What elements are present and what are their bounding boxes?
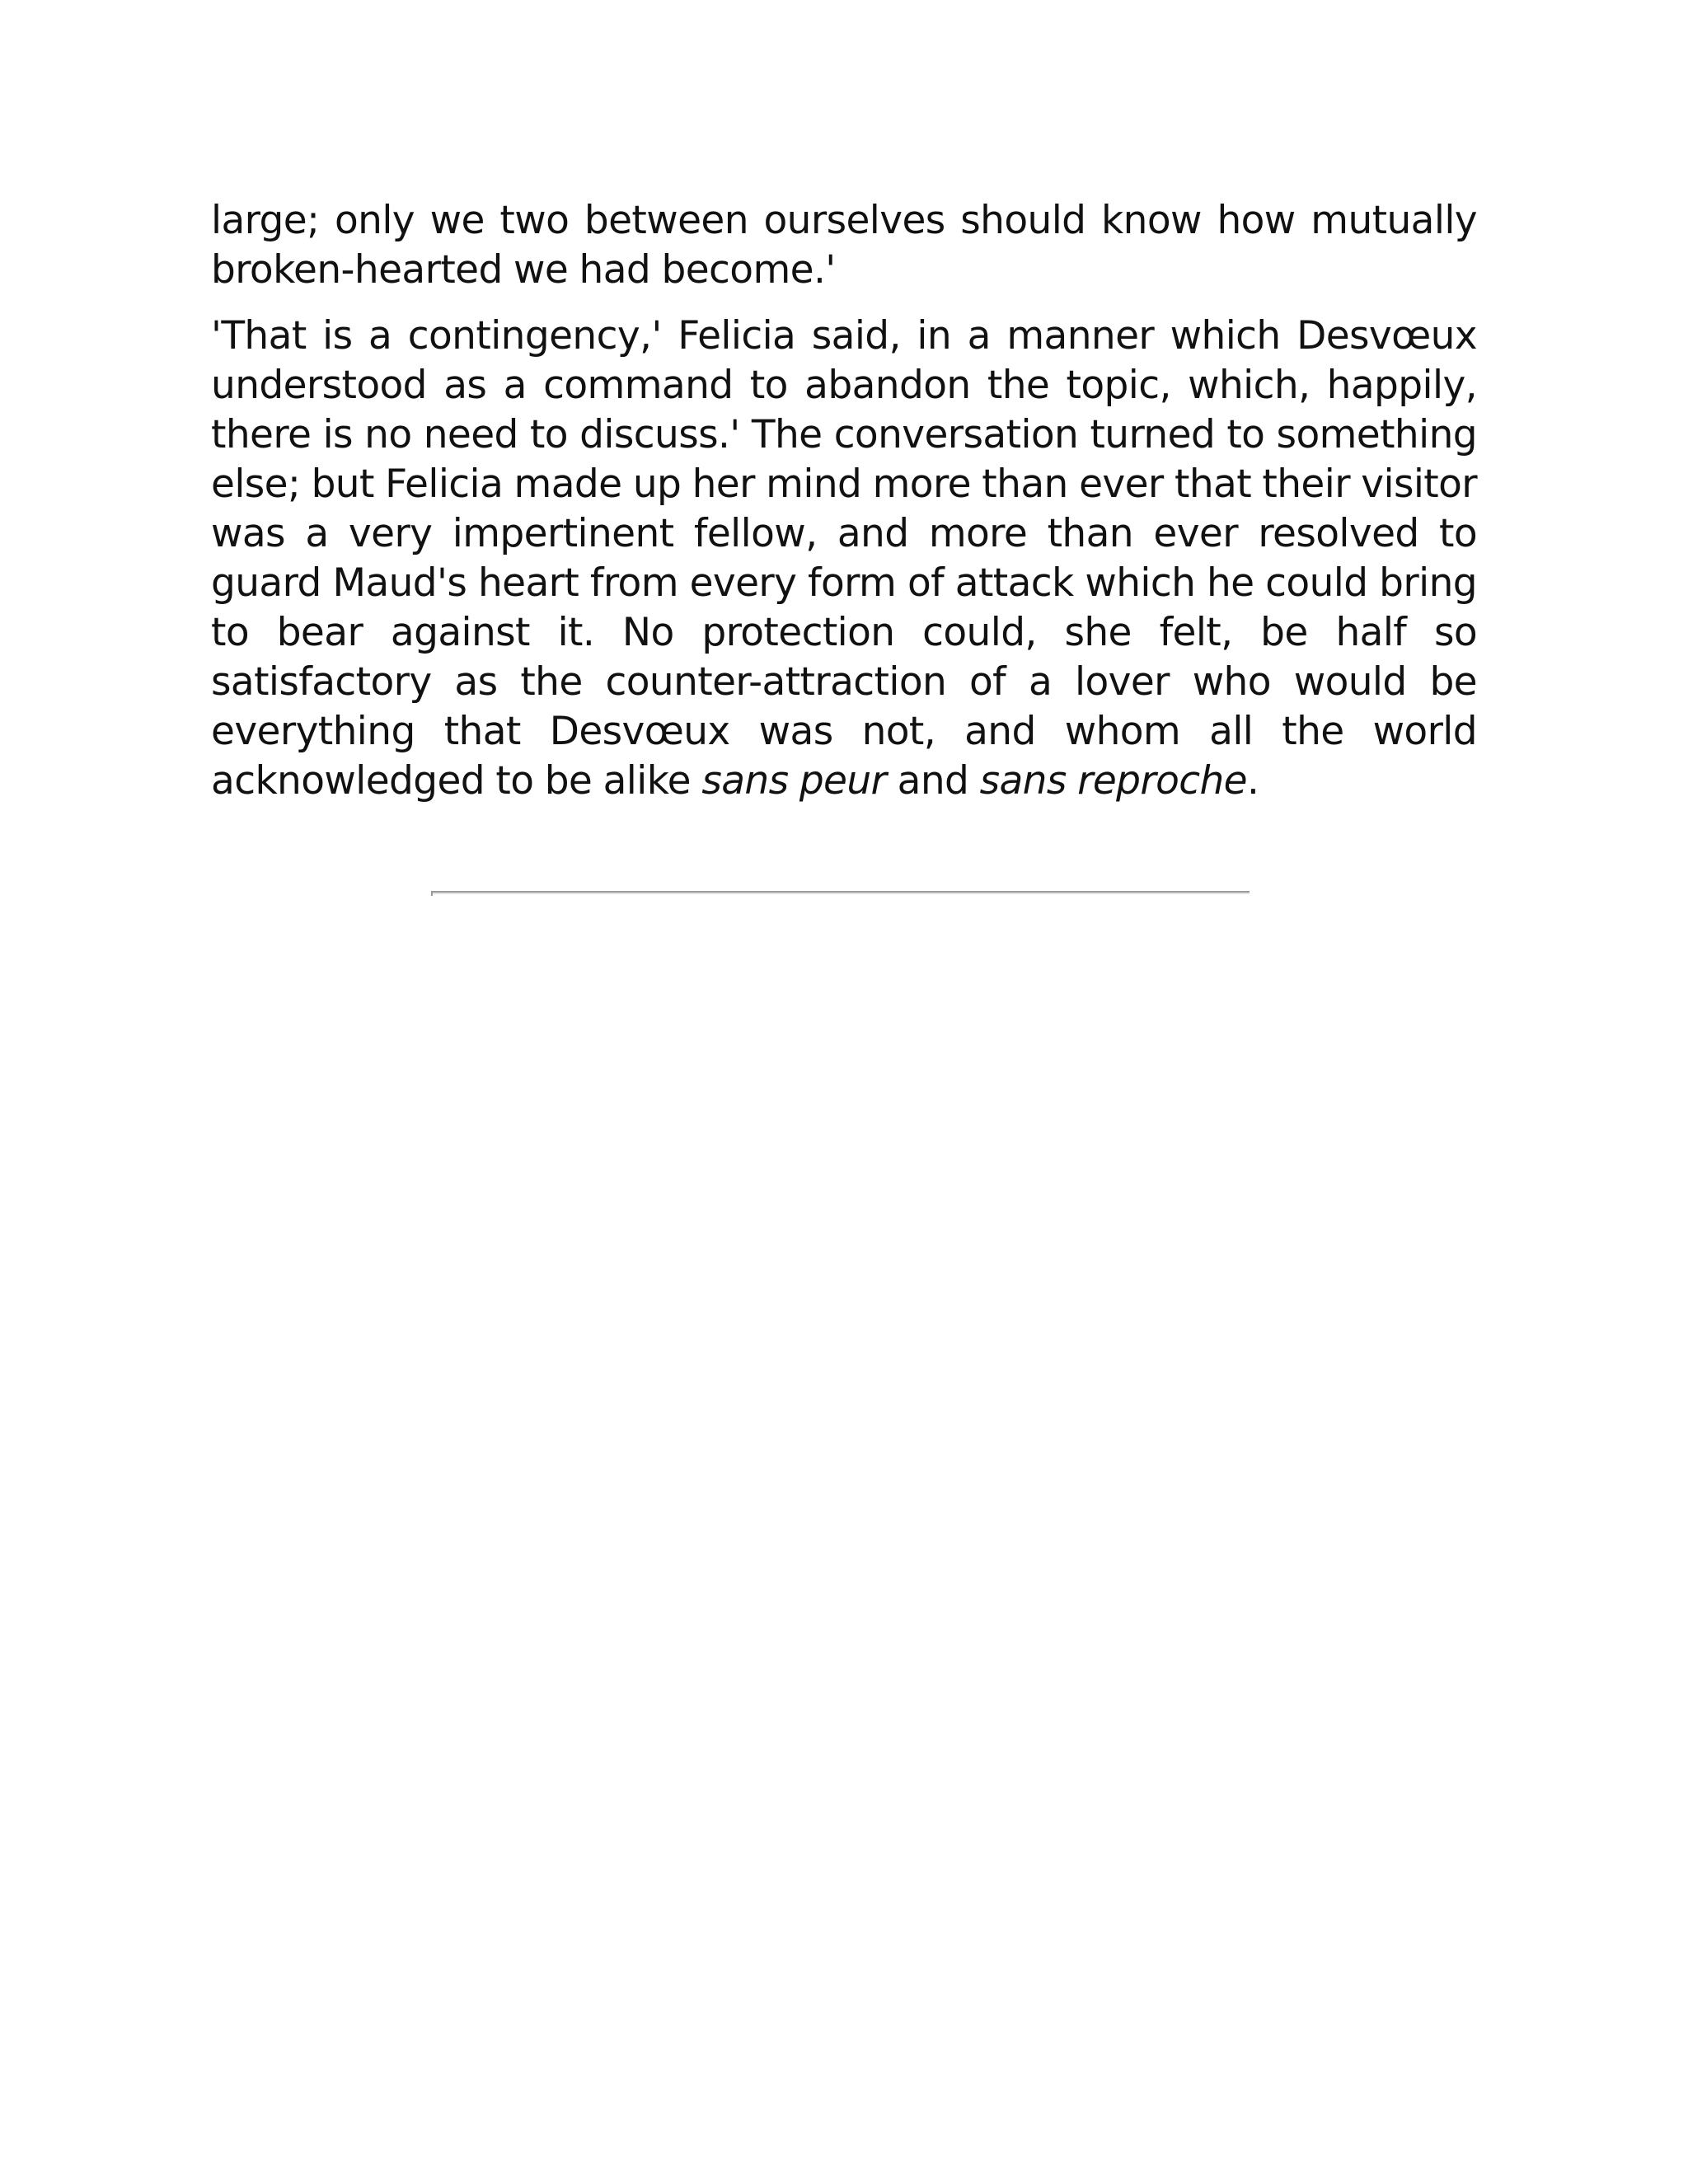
body-text — [211, 196, 1477, 823]
horizontal-rule — [431, 891, 1250, 894]
paragraph-1 — [211, 196, 1477, 295]
paragraph-2-text: 'That is a contingency,' Felicia said, in a manner which Desvœux understood as a command to abandon the topic, which, happily, there is no need to discuss.' The conversation turned to something else; but Felicia made up her mind more than ever that their visitor was a very impertinent fellow, and more than ever resolved to guard Maud's heart from every form of attack which he could bring to bear against it. No protection could, she felt, be half so satisfactory as the counter-attraction of a lover who would be everything that Desvœux was not, and whom all the world acknowledged to be alike — [211, 313, 1477, 804]
paragraph-2-conjunction: and — [886, 758, 980, 804]
paragraph-2-period: . — [1247, 758, 1259, 804]
italic-phrase-sans-peur: sans peur — [701, 758, 887, 804]
paragraph-1-text: large; only we two between ourselves should know how mutually broken-hearted we had become.' — [211, 198, 1477, 293]
italic-phrase-sans-reproche: sans reproche — [979, 758, 1247, 804]
paragraph-2 — [211, 312, 1477, 806]
